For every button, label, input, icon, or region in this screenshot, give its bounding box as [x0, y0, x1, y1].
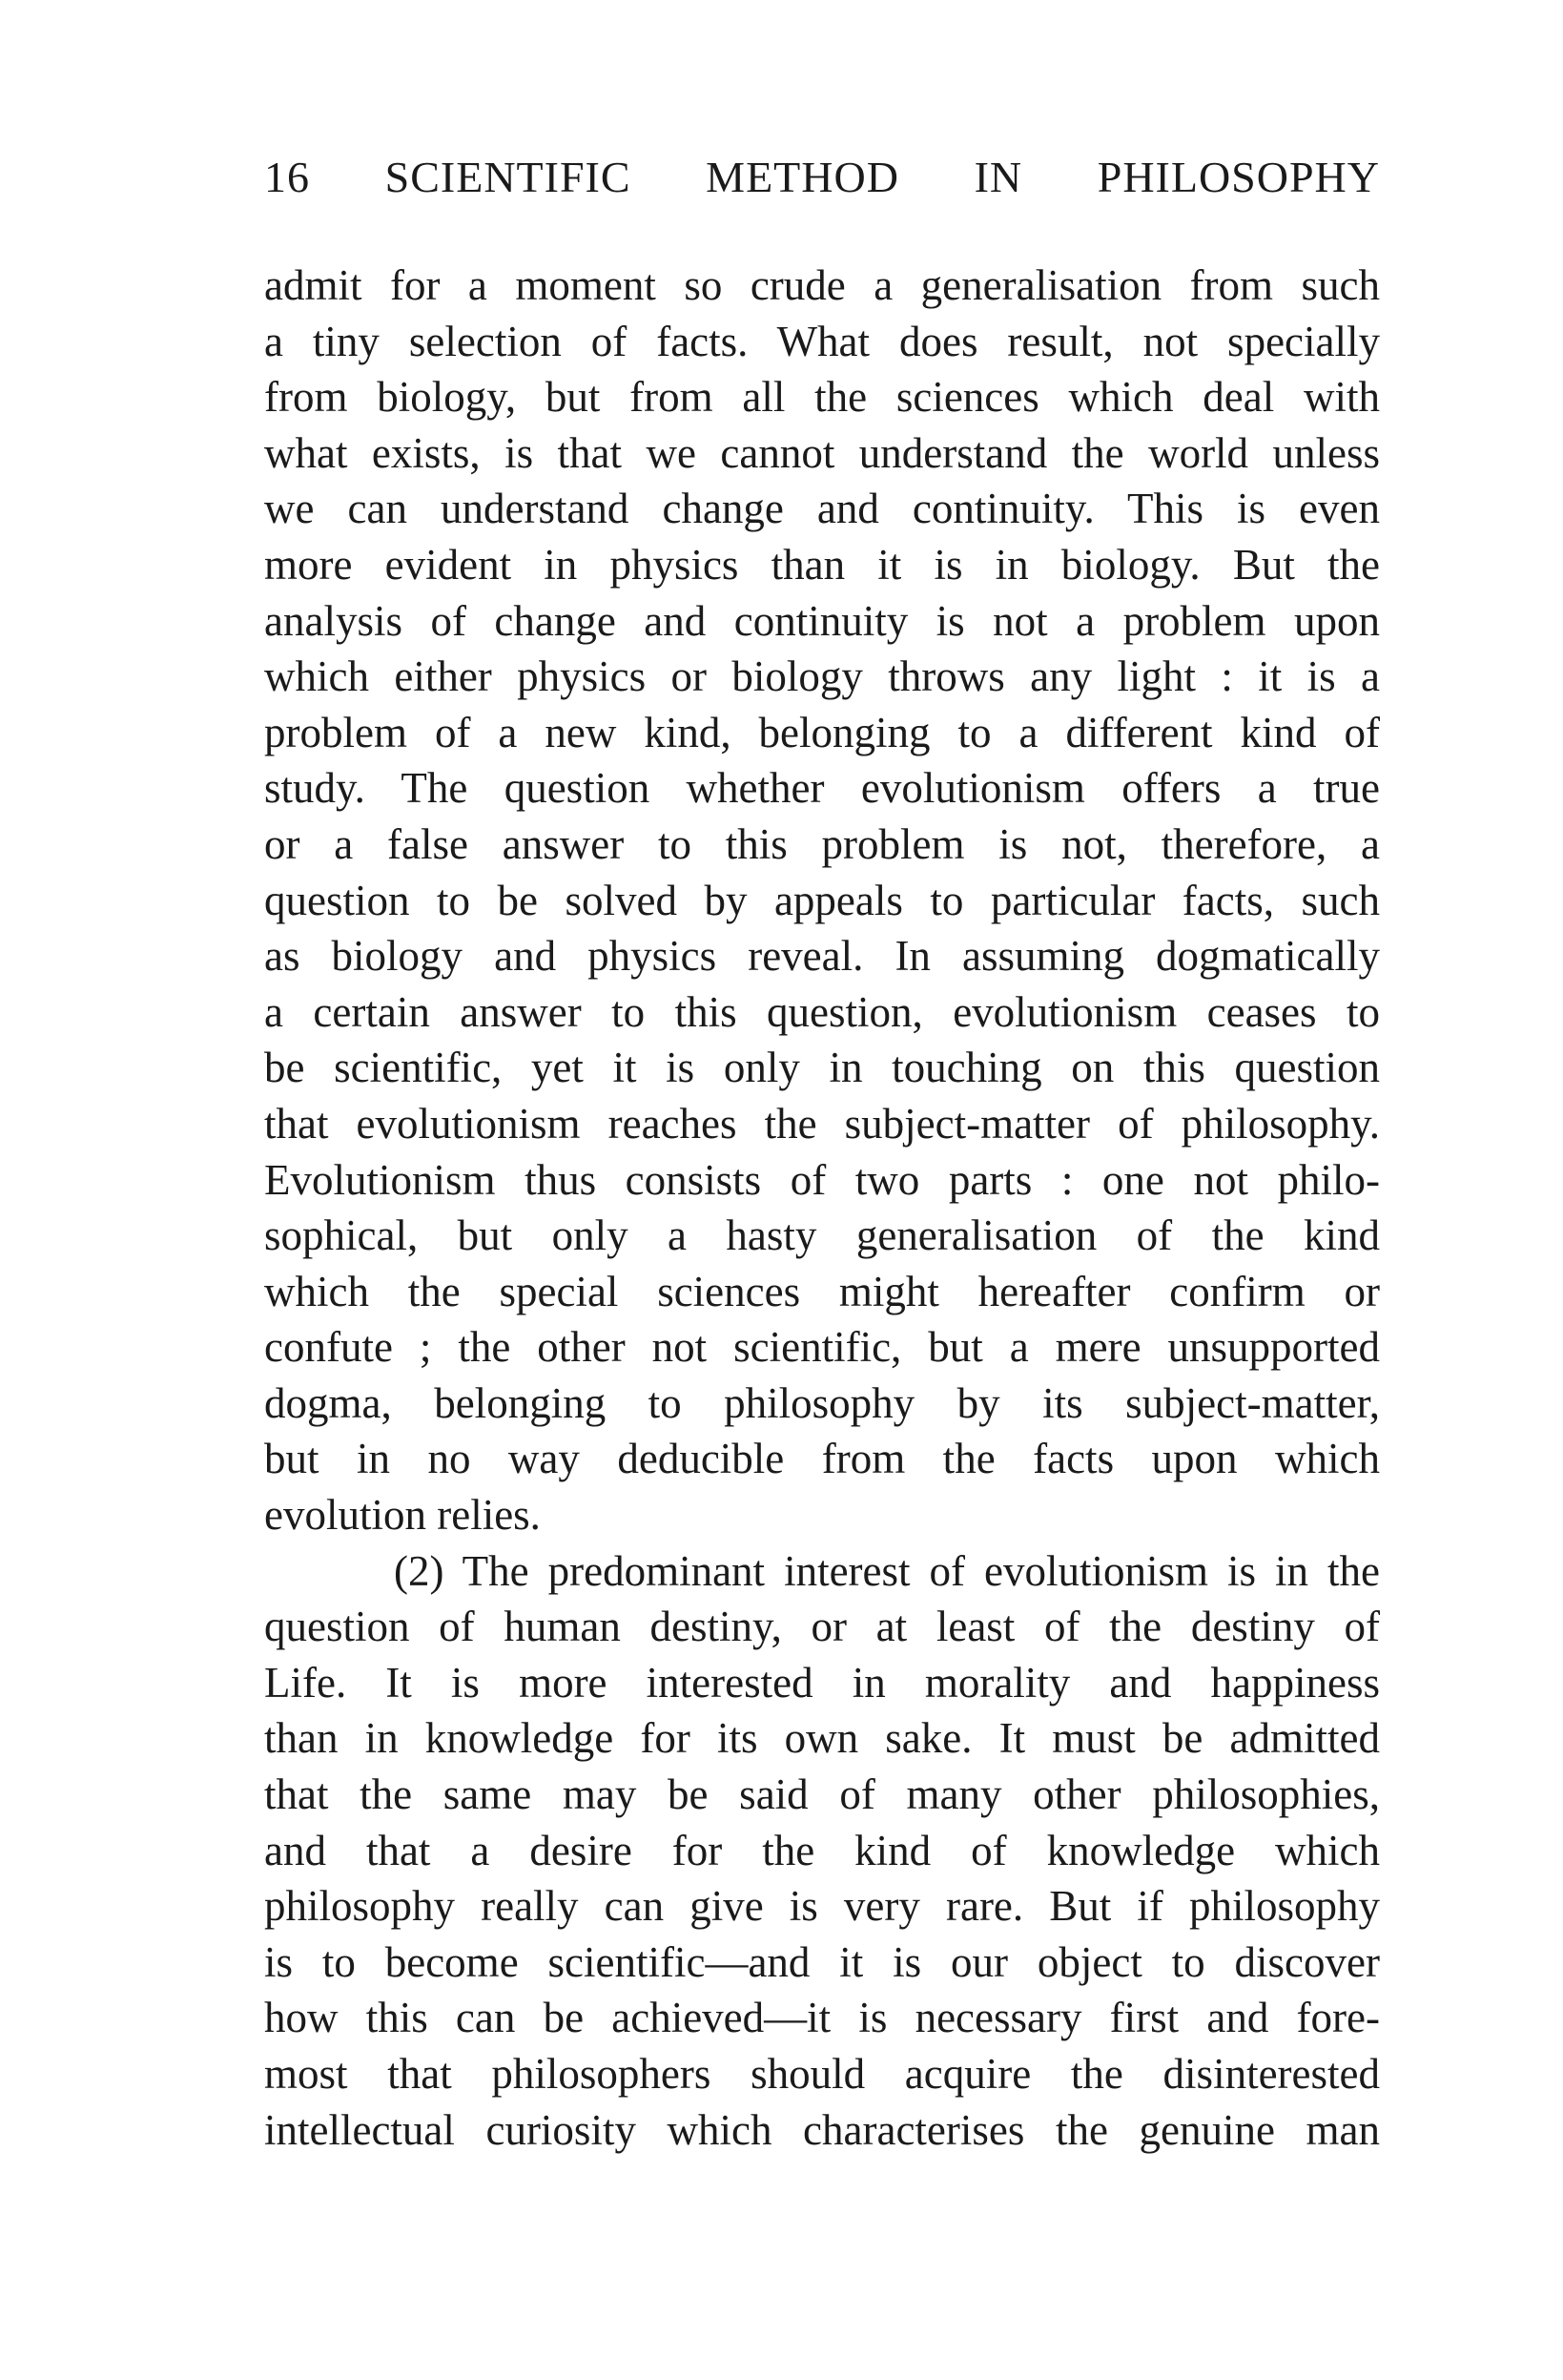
text-line: dogma, belonging to philosophy by its subject-matter, [264, 1378, 1380, 1427]
text-line: how this can be achieved—it is necessary first and fore- [264, 1994, 1380, 2042]
text-line: Evolutionism thus consists of two parts : one not philo- [264, 1155, 1380, 1204]
running-title: SCIENTIFIC METHOD IN PHILOSOPHY [384, 153, 1381, 201]
text-line: we can understand change and continuity. This is even [264, 485, 1380, 533]
page-number: 16 [264, 153, 310, 201]
text-line: (2) The predominant interest of evolutionism is in the [394, 1546, 1380, 1595]
text-line: question of human destiny, or at least of the destiny of [264, 1603, 1380, 1651]
text-line: that evolutionism reaches the subject-matter of philosophy. [264, 1099, 1380, 1148]
text-line: a certain answer to this question, evolutionism ceases to [264, 987, 1380, 1036]
text-line: as biology and physics reveal. In assuming dogmatically [264, 932, 1380, 981]
text-line: philosophy really can give is very rare. But if philosophy [264, 1882, 1380, 1931]
text-line: which either physics or biology throws any light : it is a [264, 652, 1380, 701]
text-line: what exists, is that we cannot understand the world unless [264, 428, 1380, 477]
text-line: admit for a moment so crude a generalisation from such [264, 261, 1380, 309]
text-line: most that philosophers should acquire the disinterested [264, 2050, 1380, 2098]
text-line: is to become scientific—and it is our object to discover [264, 1937, 1380, 1986]
text-line: question to be solved by appeals to particular facts, such [264, 876, 1380, 924]
text-line: sophical, but only a hasty generalisation of the kind [264, 1211, 1380, 1260]
text-line: evolution relies. [264, 1491, 541, 1540]
text-line: study. The question whether evolutionism offers a true [264, 764, 1380, 813]
text-line: which the special sciences might hereafter confirm or [264, 1267, 1380, 1315]
text-line: intellectual curiosity which characterises the genuine man [264, 2105, 1380, 2154]
text-line: and that a desire for the kind of knowledge which [264, 1826, 1380, 1874]
text-line: confute ; the other not scientific, but a mere unsupported [264, 1323, 1380, 1372]
text-line: Life. It is more interested in morality and happiness [264, 1658, 1380, 1707]
text-line: but in no way deducible from the facts upon which [264, 1435, 1380, 1483]
text-line: be scientific, yet it is only in touching on this question [264, 1044, 1380, 1092]
text-line: more evident in physics than it is in biology. But the [264, 540, 1380, 589]
text-line: than in knowledge for its own sake. It must be admitted [264, 1714, 1380, 1763]
text-line: problem of a new kind, belonging to a different kind of [264, 708, 1380, 756]
running-header [264, 151, 1380, 204]
text-line: or a false answer to this problem is not, therefore, a [264, 819, 1380, 868]
text-line: analysis of change and continuity is not a problem upon [264, 596, 1380, 645]
page-body-text [264, 258, 1380, 2158]
text-line: a tiny selection of facts. What does result, not specially [264, 317, 1380, 365]
text-line: from biology, but from all the sciences which deal with [264, 373, 1380, 422]
text-line: that the same may be said of many other philosophies, [264, 1770, 1380, 1819]
